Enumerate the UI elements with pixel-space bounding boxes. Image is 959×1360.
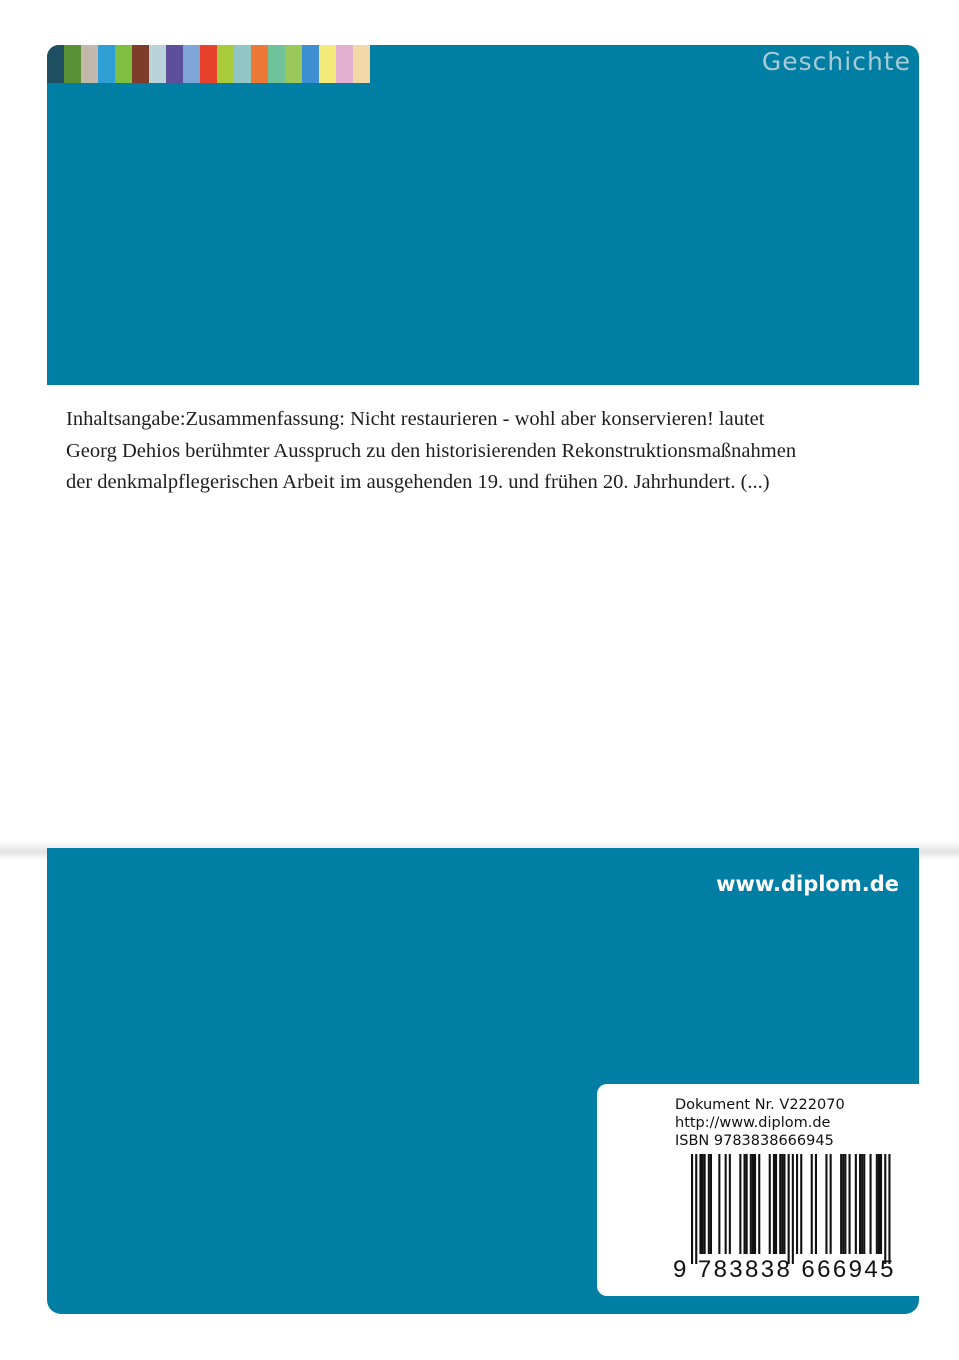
color-stripe <box>149 45 166 83</box>
color-stripe <box>115 45 132 83</box>
barcode-bar <box>792 1154 794 1264</box>
color-stripe <box>319 45 336 83</box>
barcode-bar <box>758 1154 760 1254</box>
barcode-bar <box>825 1154 827 1254</box>
category-label: Geschichte <box>761 47 911 76</box>
barcode-bar <box>840 1154 842 1254</box>
barcode-bar <box>876 1154 878 1254</box>
color-stripe <box>81 45 98 83</box>
barcode-image <box>673 1154 899 1264</box>
color-stripes <box>47 45 370 83</box>
barcode-bar <box>842 1154 844 1254</box>
barcode-bar <box>815 1154 817 1254</box>
barcode-bar <box>781 1154 783 1254</box>
color-stripe <box>166 45 183 83</box>
barcode-bar <box>888 1154 890 1264</box>
color-stripe <box>353 45 370 83</box>
barcode-bar <box>744 1154 746 1254</box>
barcode-bar <box>775 1154 777 1254</box>
barcode-bar <box>870 1154 872 1254</box>
barcode-bar <box>718 1154 720 1254</box>
color-stripe <box>98 45 115 83</box>
isbn-text: ISBN 9783838666945 <box>675 1133 834 1149</box>
barcode-bar <box>861 1154 863 1254</box>
document-number: Dokument Nr. V222070 <box>675 1097 845 1113</box>
barcode-bar <box>880 1154 882 1254</box>
barcode-box <box>597 1084 919 1296</box>
barcode-bar <box>729 1154 731 1254</box>
barcode-bar <box>849 1154 851 1254</box>
color-stripe <box>200 45 217 83</box>
barcode-bar <box>750 1154 752 1254</box>
color-stripe <box>285 45 302 83</box>
color-stripe <box>251 45 268 83</box>
abstract-text: Inhaltsangabe:Zusammenfassung: Nicht restaurieren - wohl aber konservieren! lautet Georg Dehios berühmter Ausspruch zu den historisierenden Rekonstruktionsmaßnahmen der denkmalpflegerischen Arbeit im ausgehenden 19. und frühen 20. Jahrhundert. (...) <box>66 408 797 493</box>
color-stripe <box>132 45 149 83</box>
barcode-bar <box>779 1154 781 1254</box>
color-stripe <box>234 45 251 83</box>
barcode-bar <box>754 1154 756 1254</box>
barcode-bar <box>752 1154 754 1254</box>
color-stripe <box>302 45 319 83</box>
publisher-url: http://www.diplom.de <box>675 1115 831 1131</box>
color-stripe <box>183 45 200 83</box>
barcode-bar <box>691 1154 693 1264</box>
color-stripe <box>47 45 64 83</box>
barcode-bar <box>884 1154 886 1264</box>
barcode-bar <box>695 1154 697 1264</box>
barcode-bar <box>746 1154 748 1254</box>
barcode-bar <box>830 1154 832 1254</box>
barcode-bar <box>796 1154 798 1254</box>
barcode-bar <box>859 1154 861 1254</box>
barcode-bar <box>800 1154 802 1254</box>
barcode-bar <box>811 1154 813 1254</box>
barcode-bar <box>699 1154 701 1254</box>
barcode-bar <box>783 1154 785 1254</box>
barcode-bar <box>788 1154 790 1264</box>
barcode-digits: 9 783838 666945 <box>673 1256 896 1283</box>
color-stripe <box>268 45 285 83</box>
color-stripe <box>217 45 234 83</box>
barcode-bar <box>769 1154 771 1254</box>
barcode-bar <box>773 1154 775 1254</box>
barcode-bar <box>704 1154 706 1254</box>
website-link[interactable]: www.diplom.de <box>716 872 899 896</box>
barcode-bar <box>710 1154 712 1254</box>
barcode-bar <box>708 1154 710 1254</box>
barcode-bar <box>863 1154 865 1254</box>
barcode-bar <box>844 1154 846 1254</box>
color-stripe <box>64 45 81 83</box>
color-stripe <box>336 45 353 83</box>
barcode-bar <box>702 1154 704 1254</box>
barcode-bar <box>739 1154 741 1254</box>
barcode-bar <box>855 1154 857 1254</box>
barcode-bar <box>725 1154 727 1254</box>
barcode-bar <box>878 1154 880 1254</box>
cover-top-panel <box>47 45 919 385</box>
